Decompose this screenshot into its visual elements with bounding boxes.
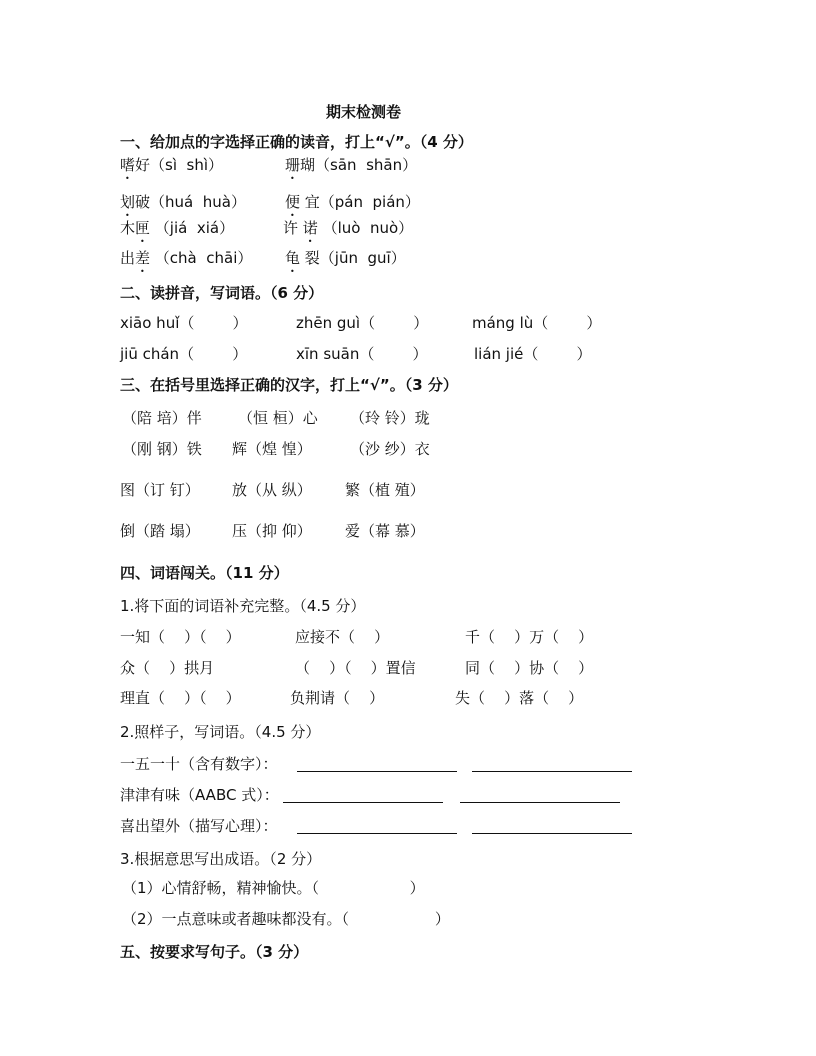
answer-line[interactable] xyxy=(472,833,632,834)
q2-heading: 2.照样子，写词语。（4.5 分） xyxy=(120,723,321,741)
idiom-item: 理直（ ）（ ） xyxy=(120,689,241,707)
reading-item xyxy=(285,156,417,183)
reading-item xyxy=(283,219,413,246)
reading-text: 出 xyxy=(120,249,136,267)
reading-text: 破（huá huà） xyxy=(135,193,246,211)
reading-text: 裂（jūn guī） xyxy=(300,249,406,267)
dotted-char: 划 xyxy=(120,193,136,211)
char-choice: （陪 培）伴 xyxy=(122,409,202,427)
dotted-char: 珊 xyxy=(285,156,301,174)
pinyin-item: xīn suān（ ） xyxy=(296,345,428,363)
idiom-item: （ ）（ ）置信 xyxy=(295,659,416,677)
idiom-item: 负荆请（ ） xyxy=(290,689,385,707)
dotted-char: 诺 xyxy=(302,219,318,237)
q2-prompt: 喜出望外（描写心理）： xyxy=(120,817,278,835)
reading-item xyxy=(120,219,234,246)
reading-text: 好（sì shì） xyxy=(135,156,224,174)
char-choice: 压（抑 仰） xyxy=(232,522,312,540)
section3-heading: 三、在括号里选择正确的汉字，打上“√”。（3 分） xyxy=(120,376,458,394)
dotted-char: 龟 xyxy=(285,249,301,267)
q2-prompt: 津津有味（AABC 式）： xyxy=(120,786,279,804)
char-choice: （玲 铃）珑 xyxy=(350,409,430,427)
reading-text: （chà chāi） xyxy=(150,249,253,267)
idiom-item: 千（ ）万（ ） xyxy=(465,628,594,646)
answer-line[interactable] xyxy=(297,771,457,772)
reading-text: （luò nuò） xyxy=(317,219,414,237)
char-choice: （恒 桓）心 xyxy=(238,409,318,427)
q3-item: （1）心情舒畅，精神愉快。（ ） xyxy=(122,879,425,897)
reading-item xyxy=(285,249,406,276)
section1-heading: 一、给加点的字选择正确的读音，打上“√”。（4 分） xyxy=(120,133,473,151)
char-choice: 辉（煌 惶） xyxy=(232,440,312,458)
idiom-item: 同（ ）协（ ） xyxy=(465,659,594,677)
idiom-item: 应接不（ ） xyxy=(295,628,390,646)
char-choice: 倒（踏 塌） xyxy=(120,522,200,540)
reading-text: 许 xyxy=(283,219,303,237)
section5-heading: 五、按要求写句子。（3 分） xyxy=(120,943,309,961)
dotted-char: 差 xyxy=(135,249,151,267)
char-choice: 放（从 纵） xyxy=(232,481,312,499)
page-title: 期末检测卷 xyxy=(326,103,402,121)
reading-text: （jiá xiá） xyxy=(150,219,235,237)
dotted-char: 嗜 xyxy=(120,156,136,174)
pinyin-item: jiū chán（ ） xyxy=(120,345,248,363)
answer-line[interactable] xyxy=(460,802,620,803)
reading-text: 木 xyxy=(120,219,136,237)
section4-heading: 四、词语闯关。（11 分） xyxy=(120,564,289,582)
answer-line[interactable] xyxy=(283,802,443,803)
reading-item xyxy=(285,193,420,220)
char-choice: （沙 纱）衣 xyxy=(350,440,430,458)
idiom-item: 一知（ ）（ ） xyxy=(120,628,241,646)
reading-text: 瑚（sān shān） xyxy=(300,156,418,174)
char-choice: 繁（植 殖） xyxy=(345,481,425,499)
reading-item xyxy=(120,156,223,183)
q2-prompt: 一五一十（含有数字）： xyxy=(120,755,278,773)
idiom-item: 众（ ）拱月 xyxy=(120,659,215,677)
section2-heading: 二、读拼音，写词语。（6 分） xyxy=(120,284,324,302)
char-choice: （刚 钢）铁 xyxy=(122,440,202,458)
char-choice: 图（订 钉） xyxy=(120,481,200,499)
reading-item xyxy=(120,193,246,220)
char-choice: 爱（幕 慕） xyxy=(345,522,425,540)
pinyin-item: zhēn guì（ ） xyxy=(296,314,429,332)
answer-line[interactable] xyxy=(297,833,457,834)
answer-line[interactable] xyxy=(472,771,632,772)
pinyin-item: xiāo huǐ（ ） xyxy=(120,314,248,332)
reading-text: 宜（pán pián） xyxy=(300,193,420,211)
dotted-char: 便 xyxy=(285,193,301,211)
pinyin-item: máng lù（ ） xyxy=(472,314,602,332)
q3-heading: 3.根据意思写出成语。（2 分） xyxy=(120,850,322,868)
q1-heading: 1.将下面的词语补充完整。（4.5 分） xyxy=(120,597,366,615)
pinyin-item: lián jié（ ） xyxy=(474,345,592,363)
q3-item: （2）一点意味或者趣味都没有。（ ） xyxy=(122,910,450,928)
reading-item xyxy=(120,249,252,276)
idiom-item: 失（ ）落（ ） xyxy=(455,689,584,707)
dotted-char: 匣 xyxy=(135,219,151,237)
